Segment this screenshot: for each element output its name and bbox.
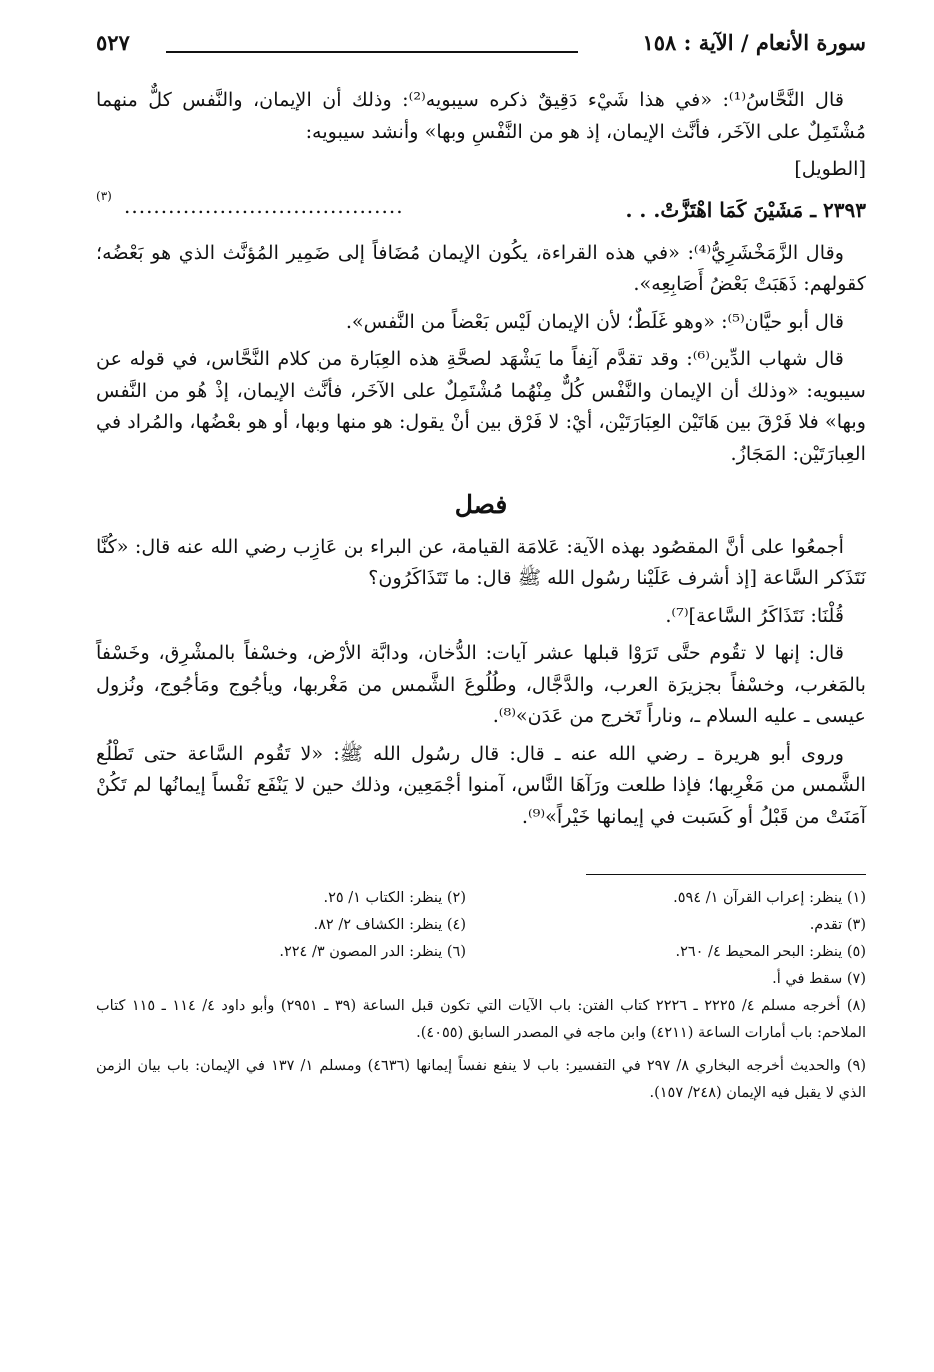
meter-label: [الطويل] xyxy=(794,157,866,180)
verse-footnote-ref: (٣) xyxy=(96,188,112,203)
footnote-6: (٦) ينظر: الدر المصون ٣/ ٢٢٤. xyxy=(279,944,466,960)
paragraph-abu-hurayra: وروى أبو هريرة ـ رضي الله عنه ـ قال: قال رسُول الله ﷺ: «لا تَقُوم السَّاعة حتى تَطْلُع الشَّمس من مَغْرِبها؛ فإذا طلعت ورَآهَا النَّاس، آمنوا أجْمَعِين، وذلك حين لا يَنْفَع نَفْساً إيمانُها لم تَكُنْ آمَنَتْ من قَبْلُ أو كَسَبت في إيمانها خَيْراً»⁽⁹⁾. xyxy=(96,741,866,828)
book-page xyxy=(96,28,866,1113)
footnote-9: (٩) والحديث أخرجه البخاري ٨/ ٢٩٧ في التفسير: باب لا ينفع نفساً إيمانها (٤٦٣٦) ومسلم ١/ ١٣٧ في الإيمان: باب بيان الزمن الذي لا يقبل فيه الإيمان (٢٤٨/ ١٥٧). xyxy=(96,1058,866,1101)
footnote-1: (١) ينظر: إعراب القرآن ١/ ٥٩٤. xyxy=(673,890,866,906)
paragraph-ten-signs: قال: إنها لا تقُوم حتَّى تَرَوْا قبلها عشر آيات: الدُّخان، ودابَّة الأرْض، وخسْفاً بالمشْرِق، وخَسْفاً بالمَغرب، وخسْفاً بجزيرَة العرب، والدَّجَّال، وطُلُوعَ الشَّمس من مَغْربها، ويأجُوج ومَأجُوج، ونُزول عيسى ـ عليه السلام ـ، وناراً تَخرج من عَدَن»⁽⁸⁾. xyxy=(96,641,866,727)
footnote-2: (٢) ينظر: الكتاب ١/ ٢٥. xyxy=(323,890,466,906)
paragraph-qulna: قُلْنَا: نَتَذَاكَرُ السَّاعة]⁽⁷⁾. xyxy=(665,603,844,627)
paragraph-zamakhshari: وقال الزَّمَخْشَرِيُّ⁽⁴⁾: «في هذه القراءة، يكُون الإيمان مُضَافاً إلى ضَمِير المُؤنَّث الذي هو بَعْضُه؛ كقولهم: ذَهَبَتْ بَعْضُ أَصَابِعِه». xyxy=(96,240,866,295)
footnote-8: (٨) أخرجه مسلم ٤/ ٢٢٢٥ ـ ٢٢٢٦ كتاب الفتن: باب الآيات التي تكون قبل الساعة (٣٩ ـ ٢٩٥١) وأبو داود ٤/ ١١٤ ـ ١١٥ كتاب الملاحم: باب أمارات الساعة (٤٢١١) وابن ماجه في المصدر السابق (٤٠٥٥). xyxy=(96,998,867,1041)
footnote-4: (٤) ينظر: الكشاف ٢/ ٨٢. xyxy=(313,917,466,933)
paragraph-shihab-aldin: قال شهاب الدِّين⁽⁶⁾: وقد تقدَّم آنِفاً ما يَشْهَد لصحَّةِ هذه العِبَارة من كلام النَّحَّاس، في قوله عن سيبويه: «وذلك أن الإيمان والنَّفْس كُلٌّ مِنْهُما مُشْتَمِلٌ على الآخَر، فأنَّث الإيمان، إذْ هُو من النَّفس وبها» فلا فَرْقَ بين هَاتَيْن العِبَارَتَيْن، أيْ: لا فَرْق بين أنْ يقول: هو منها وبها، أو هو بعْضُها، والمُراد في العِبارَتَيْن: المَجَازُ. xyxy=(95,347,866,465)
verse-text: ٢٣٩٣ ـ مَشَيْنَ كَمَا اهْتَزَّتْ. . . xyxy=(625,197,866,222)
page-number: ٥٢٧ xyxy=(96,30,130,55)
paragraph-abu-hayyan: قال أبو حيَّان⁽⁵⁾: «وهو غَلَطٌ؛ لأن الإيمان لَيْس بَعْضاً من النَّفس». xyxy=(345,309,844,333)
footnote-5: (٥) ينظر: البحر المحيط ٤/ ٢٦٠. xyxy=(675,944,866,960)
footnote-7: (٧) سقط في أ. xyxy=(772,971,866,987)
footnotes-grid xyxy=(96,885,866,966)
paragraph-nahhas: قال النَّحَّاسُ⁽¹⁾: «في هذا شَيْء دَقِيقٌ ذكره سيبويه⁽²⁾: وذلك أن الإيمان، والنَّفس كلٌّ منهما مُشْتَمِلٌ على الآخَر، فأنَّث الإيمان، إذ هو من النَّفْسِ وبها» وأنشد سيبويه: xyxy=(96,88,866,143)
header-rule xyxy=(166,51,578,53)
footnote-rule xyxy=(586,874,866,875)
footnotes xyxy=(96,885,866,1107)
main-text xyxy=(96,84,866,832)
header-surah-title: سورة الأنعام / الآية : ١٥٨ xyxy=(642,30,866,55)
paragraph-ijma: أجمعُوا على أنَّ المقصُود بهذه الآية: عَلامَة القيامة، عن البراء بن عَازِب رضي الله عنه قال: «كُنَّا نَتَذَكر السَّاعة [إذ أشرف عَلَيْنا رسُول الله ﷺ قال: ما تَتَذَاكَرُون؟ xyxy=(96,534,866,589)
section-title: فصل xyxy=(454,490,508,519)
footnote-3: (٣) تقدم. xyxy=(809,917,866,933)
poetry-verse xyxy=(96,188,866,229)
verse-dots: ...................................... xyxy=(124,193,404,218)
running-header xyxy=(96,28,866,62)
